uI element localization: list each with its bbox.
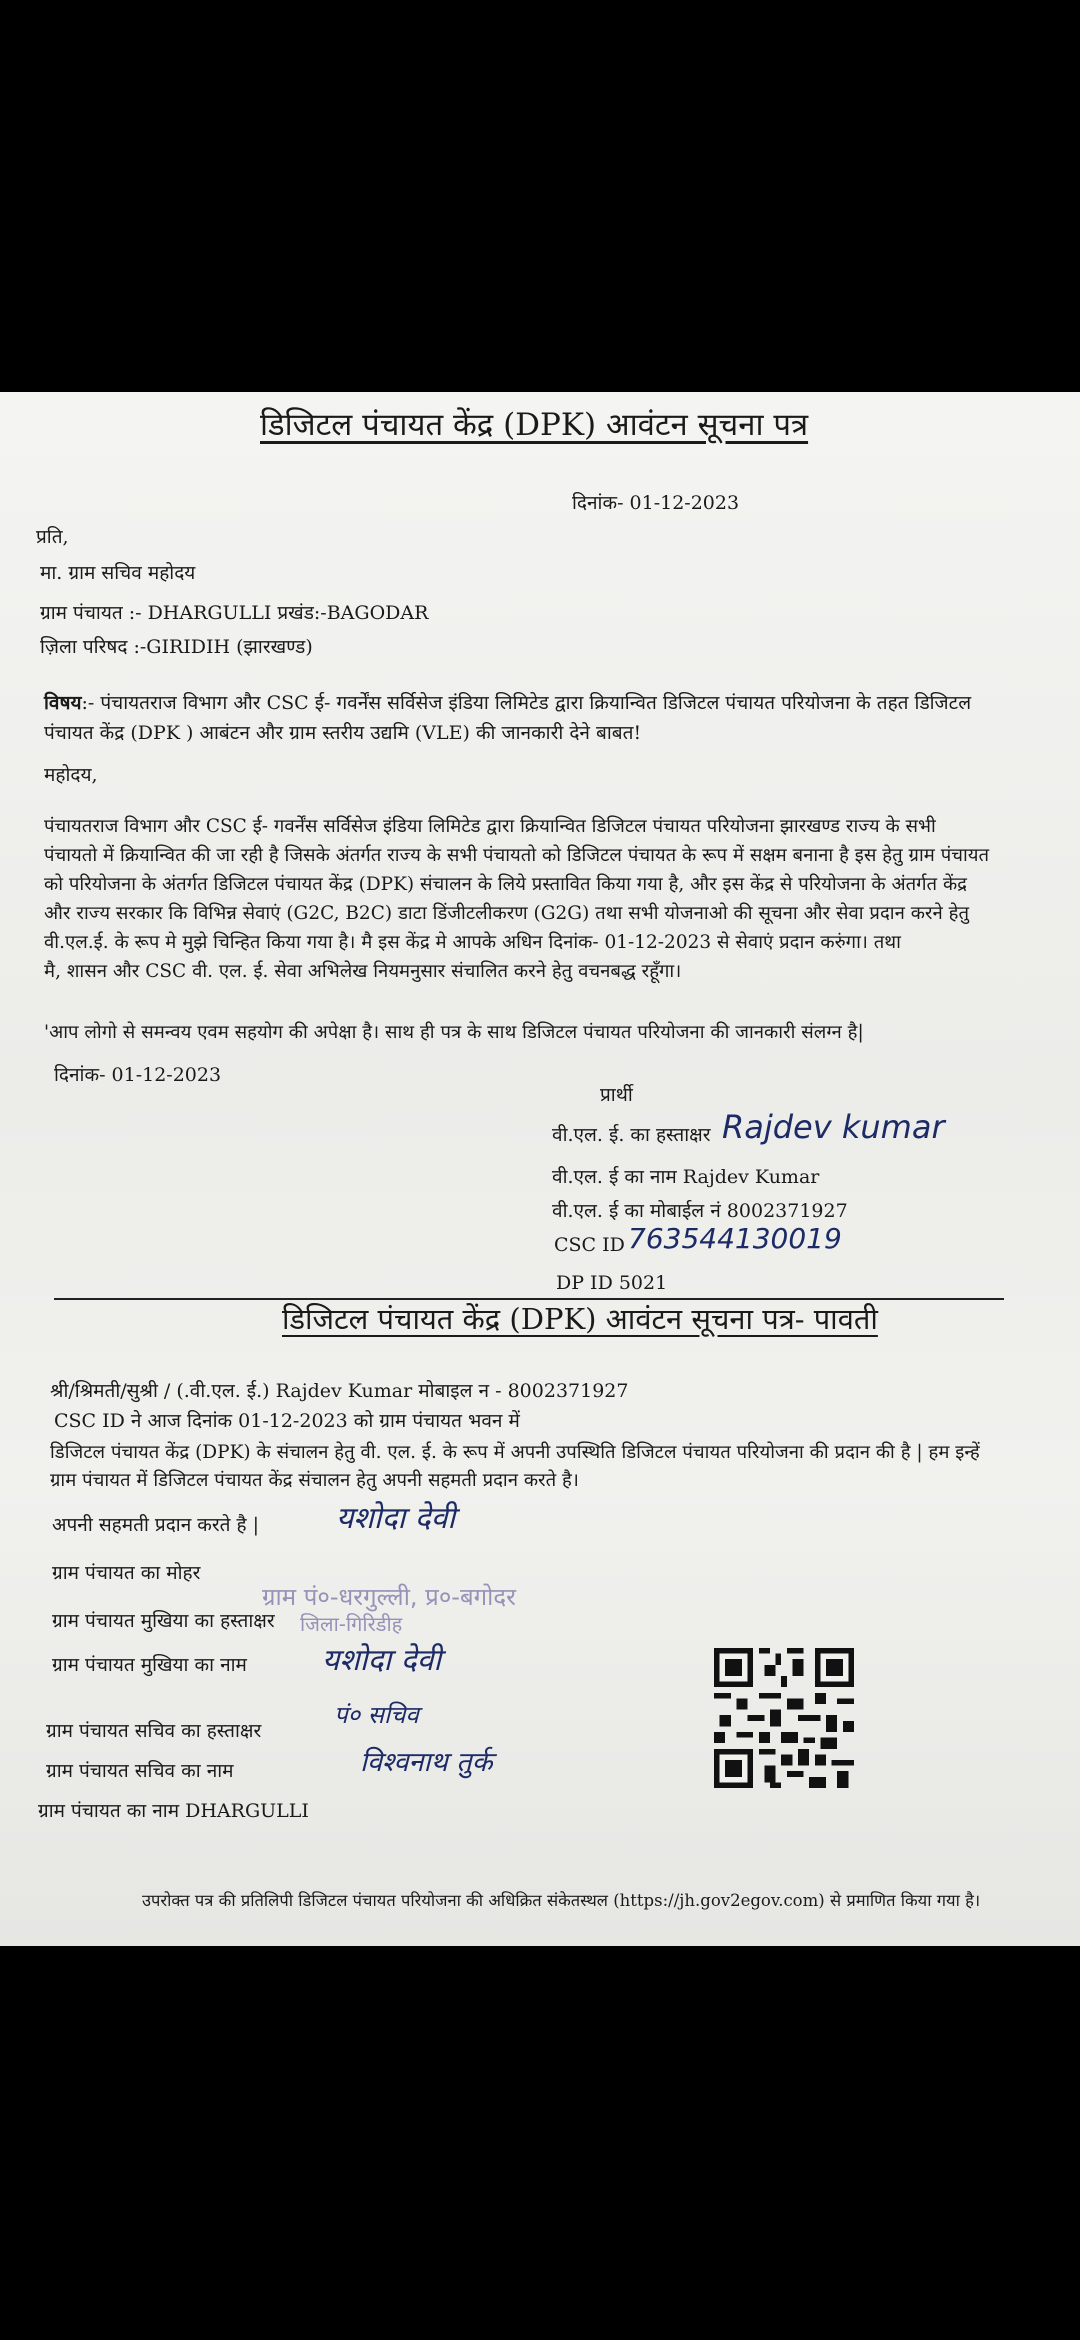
recipient-prefix: प्रति, (36, 526, 69, 548)
body-line-6: मै, शासन और CSC वी. एल. ई. सेवा अभिलेख नियमनुसार संचालित करने हेतु वचनबद्ध रहूँगा। (44, 961, 682, 982)
district-line: ज़िला परिषद :-GIRIDIH (झारखण्ड) (40, 636, 313, 658)
footer-note: उपरोक्त पत्र की प्रतिलिपी डिजिटल पंचायत परियोजना की अधिक्रित संकेतस्थल (https://jh.gov2egov.com) से प्रमाणित किया गया है। (142, 1891, 981, 1910)
secretary-signature-label: ग्राम पंचायत सचिव का हस्ताक्षर (46, 1720, 262, 1742)
secretary-name-label: ग्राम पंचायत सचिव का नाम (46, 1760, 234, 1782)
receipt-line-2: CSC ID ने आज दिनांक 01-12-2023 को ग्राम पंचायत भवन में (54, 1410, 520, 1432)
subject-line-1 (44, 692, 971, 714)
applicant-label: प्रार्थी (600, 1084, 633, 1106)
subject-text-1: :- पंचायतराज विभाग और CSC ई- गवर्नेंस सर्विसेज इंडिया लिमिटेड द्वारा क्रियान्वित डिजिटल पंचायत परियोजना के तहत डिजिटल (81, 692, 972, 714)
letter-date: दिनांक- 01-12-2023 (572, 492, 740, 514)
body-line-2: पंचायतो में क्रियान्वित की जा रही है जिसके अंतर्गत राज्य के सभी पंचायतो को डिजिटल पंचायत के रूप में सक्षम बनाना है इस हेतु ग्राम पंचायत (44, 845, 990, 866)
mukhiya-signature-label: ग्राम पंचायत मुखिया का हस्ताक्षर (52, 1610, 275, 1632)
consent-line: अपनी सहमती प्रदान करते है | (52, 1514, 260, 1536)
mukhiya-name-handwritten: यशोदा देवी (322, 1643, 442, 1678)
receipt-title: डिजिटल पंचायत केंद्र (DPK) आवंटन सूचना पत्र- पावती (282, 1302, 878, 1336)
receipt-line-3: डिजिटल पंचायत केंद्र (DPK) के संचालन हेतु वी. एल. ई. के रूप में अपनी उपस्थिति डिजिटल पंचायत परियोजना की प्रदान की है | हम इन्हें (50, 1442, 980, 1463)
panchayat-line: ग्राम पंचायत :- DHARGULLI प्रखंड:-BAGODAR (40, 602, 429, 624)
secretary-signature: पं० सचिव (334, 1701, 419, 1729)
section-divider (54, 1298, 1004, 1300)
body-line-1: पंचायतराज विभाग और CSC ई- गवर्नेंस सर्विसेज इंडिया लिमिटेड द्वारा क्रियान्वित डिजिटल पंचायत परियोजना झारखण्ड राज्य के सभी (44, 816, 936, 837)
body-line-5: वी.एल.ई. के रूप मे मुझे चिन्हित किया गया है। मै इस केंद्र मे आपके अधिन दिनांक- 01-12-2023 से सेवाएं प्रदान करुंगा। तथा (44, 932, 901, 953)
addressee: मा. ग्राम सचिव महोदय (40, 562, 196, 584)
receipt-line-4: ग्राम पंचायत में डिजिटल पंचायत केंद्र संचालन हेतु अपनी सहमती प्रदान करते है। (50, 1470, 579, 1491)
receipt-line-1: श्री/श्रिमती/सुश्री / (.वी.एल. ई.) Rajdev Kumar मोबाइल न - 8002371927 (50, 1380, 629, 1402)
vle-name-line: वी.एल. ई का नाम Rajdev Kumar (552, 1166, 820, 1188)
subject-line-2: पंचायत केंद्र (DPK ) आबंटन और ग्राम स्तरीय उद्यमि (VLE) की जानकारी देने बाबत! (44, 722, 642, 744)
bottom-date: दिनांक- 01-12-2023 (54, 1064, 222, 1086)
vle-mobile-line: वी.एल. ई का मोबाईल नं 8002371927 (552, 1200, 848, 1222)
subject-label: विषय (44, 692, 82, 714)
secretary-name-handwritten: विश्वनाथ तुर्क (360, 1747, 493, 1778)
seal-label: ग्राम पंचायत का मोहर (52, 1562, 201, 1584)
salutation: महोदय, (44, 764, 98, 786)
letter-page (0, 392, 1080, 1946)
mukhiya-name-label: ग्राम पंचायत मुखिया का नाम (52, 1654, 247, 1676)
csc-id-label: CSC ID (554, 1234, 625, 1256)
qr-code (696, 1648, 872, 1788)
vle-signature: Rajdev kumar (722, 1108, 945, 1146)
vle-signature-label: वी.एल. ई. का हस्ताक्षर (552, 1124, 711, 1146)
dp-id-line: DP ID 5021 (556, 1272, 668, 1294)
body-line-4: और राज्य सरकार कि विभिन्न सेवाएं (G2C, B2C) डाटा डिंजीटलीकरण (G2G) तथा सभी योजनाओ की सूचना और सेवा प्रदान करने हेतु (44, 903, 970, 924)
panchayat-stamp-line-2: जिला-गिरिडीह (300, 1612, 403, 1636)
panchayat-name-line: ग्राम पंचायत का नाम DHARGULLI (38, 1800, 309, 1822)
consent-signature: यशोदा देवी (336, 1501, 456, 1536)
csc-id-handwritten: 763544130019 (628, 1222, 842, 1255)
closing-line: 'आप लोगो से समन्वय एवम सहयोग की अपेक्षा है। साथ ही पत्र के साथ डिजिटल पंचायत परियोजना की जानकारी संलग्न है| (44, 1022, 864, 1043)
panchayat-stamp-line-1: ग्राम पं०-धरगुल्ली, प्र०-बगोदर (262, 1583, 516, 1611)
letter-title: डिजिटल पंचायत केंद्र (DPK) आवंटन सूचना पत्र (260, 407, 809, 443)
body-line-3: को परियोजना के अंतर्गत डिजिटल पंचायत केंद्र (DPK) संचालन के लिये प्रस्तावित किया गया है, और इस केंद्र से परियोजना के अंतर्गत केंद्र (44, 874, 968, 895)
